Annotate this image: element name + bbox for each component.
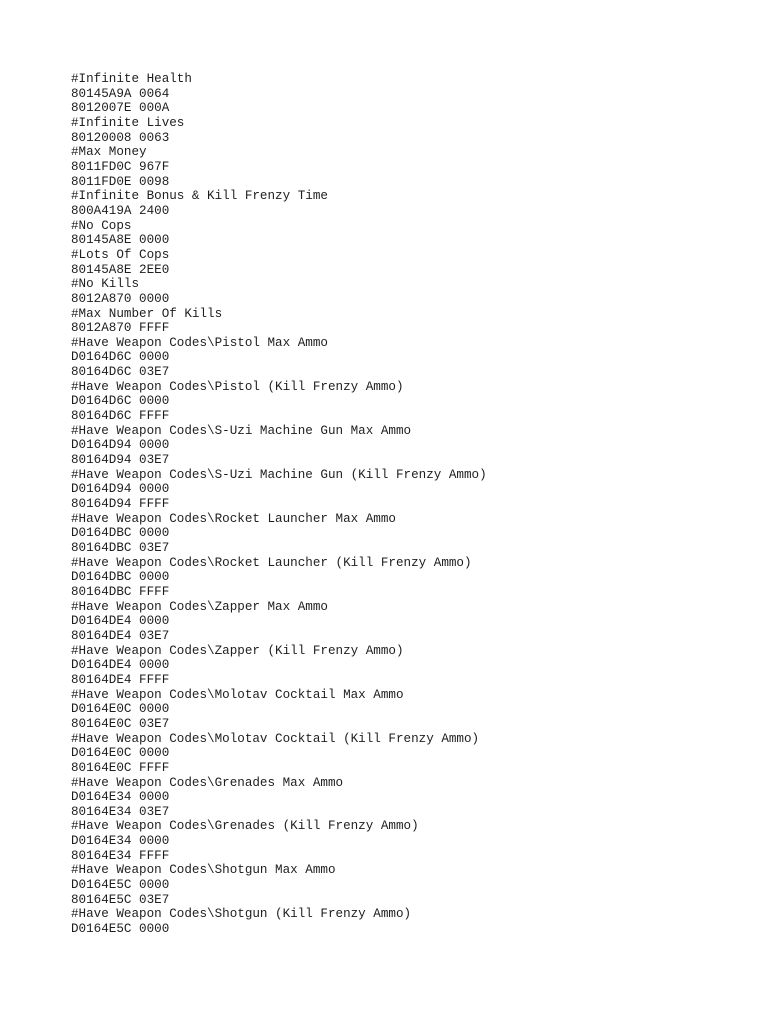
cheat-code-line: D0164E0C 0000 bbox=[71, 702, 170, 717]
cheat-heading-line: #Have Weapon Codes\Pistol (Kill Frenzy Ammo) bbox=[71, 379, 404, 394]
cheat-heading-line: #Infinite Bonus & Kill Frenzy Time bbox=[71, 189, 328, 204]
cheat-code-line: D0164DBC 0000 bbox=[71, 526, 170, 541]
cheat-heading-line: #Have Weapon Codes\Zapper Max Ammo bbox=[71, 599, 328, 614]
cheat-heading-line: #Have Weapon Codes\Grenades Max Ammo bbox=[71, 775, 344, 790]
cheat-heading-line: #No Kills bbox=[71, 277, 140, 292]
cheat-code-line: D0164E34 0000 bbox=[71, 834, 170, 849]
cheat-heading-line: #Have Weapon Codes\Shotgun Max Ammo bbox=[71, 863, 336, 878]
cheat-code-line: D0164DE4 0000 bbox=[71, 614, 170, 629]
cheat-code-line: 80145A8E 2EE0 bbox=[71, 262, 170, 277]
cheat-code-line: 80164DBC 03E7 bbox=[71, 541, 170, 555]
cheat-heading-line: #Have Weapon Codes\Molotav Cocktail Max Ammo bbox=[71, 687, 404, 702]
cheat-code-line: 8012A870 0000 bbox=[71, 291, 170, 306]
cheat-heading-line: #Max Number Of Kills bbox=[71, 306, 223, 321]
cheat-code-line: 80164D6C FFFF bbox=[71, 409, 170, 424]
cheat-heading-line: #Have Weapon Codes\Pistol Max Ammo bbox=[71, 335, 328, 350]
cheat-code-line: 80120008 0063 bbox=[71, 130, 170, 145]
cheat-code-line: D0164D6C 0000 bbox=[71, 394, 170, 409]
cheat-code-line: 8011FD0E 0098 bbox=[71, 174, 170, 189]
cheat-heading-line: #Have Weapon Codes\Shotgun (Kill Frenzy Ammo) bbox=[71, 907, 412, 922]
cheat-code-line: 80145A8E 0000 bbox=[71, 233, 170, 248]
cheat-heading-line: #Have Weapon Codes\Rocket Launcher (Kill Frenzy Ammo) bbox=[71, 555, 472, 570]
cheat-code-line: D0164D6C 0000 bbox=[71, 350, 170, 365]
cheat-code-line: 80164D6C 03E7 bbox=[71, 365, 170, 380]
cheat-code-line: 80164E0C 03E7 bbox=[71, 716, 170, 731]
cheat-heading-line: #Max Money bbox=[71, 145, 147, 160]
cheat-code-line: D0164D94 0000 bbox=[71, 438, 170, 453]
cheat-heading-line: #Infinite Lives bbox=[71, 115, 185, 130]
cheat-heading-line: #Have Weapon Codes\Zapper (Kill Frenzy Ammo) bbox=[71, 643, 404, 658]
cheat-heading-line: #Lots Of Cops bbox=[71, 247, 170, 262]
cheat-heading-line: #No Cops bbox=[71, 218, 132, 233]
cheat-code-line: D0164E0C 0000 bbox=[71, 746, 170, 761]
cheat-code-line: 80164E5C 03E7 bbox=[71, 892, 170, 907]
cheat-heading-line: #Have Weapon Codes\S-Uzi Machine Gun Max Ammo bbox=[71, 423, 412, 438]
document-page bbox=[71, 72, 487, 937]
cheat-code-line: D0164E5C 0000 bbox=[71, 922, 170, 937]
cheat-code-line: D0164E34 0000 bbox=[71, 790, 170, 805]
cheat-heading-line: #Infinite Health bbox=[71, 72, 192, 86]
cheat-code-line: 80164D94 FFFF bbox=[71, 497, 170, 512]
cheat-code-line: 800A419A 2400 bbox=[71, 203, 170, 218]
cheat-code-line: D0164D94 0000 bbox=[71, 482, 170, 497]
cheat-code-line: D0164E5C 0000 bbox=[71, 878, 170, 893]
cheat-code-line: 80164E0C FFFF bbox=[71, 760, 170, 775]
cheat-code-line: 8012A870 FFFF bbox=[71, 321, 170, 336]
cheat-heading-line: #Have Weapon Codes\Grenades (Kill Frenzy Ammo) bbox=[71, 819, 419, 834]
cheat-heading-line: #Have Weapon Codes\S-Uzi Machine Gun (Kill Frenzy Ammo) bbox=[71, 467, 487, 482]
cheat-code-line: 80164DE4 FFFF bbox=[71, 672, 170, 687]
cheat-code-line: D0164DE4 0000 bbox=[71, 658, 170, 673]
cheat-heading-line: #Have Weapon Codes\Rocket Launcher Max Ammo bbox=[71, 511, 396, 526]
cheat-code-line: 8011FD0C 967F bbox=[71, 159, 170, 174]
cheat-code-line: 80164D94 03E7 bbox=[71, 453, 170, 468]
cheat-code-line: 80164E34 FFFF bbox=[71, 848, 170, 863]
cheat-code-line: 80145A9A 0064 bbox=[71, 86, 170, 101]
cheat-code-line: 80164E34 03E7 bbox=[71, 804, 170, 819]
cheat-code-line: 80164DBC FFFF bbox=[71, 584, 170, 599]
cheat-code-line: 8012007E 000A bbox=[71, 101, 170, 116]
cheat-heading-line: #Have Weapon Codes\Molotav Cocktail (Kill Frenzy Ammo) bbox=[71, 731, 480, 746]
cheat-code-line: D0164DBC 0000 bbox=[71, 570, 170, 585]
cheat-code-line: 80164DE4 03E7 bbox=[71, 628, 170, 643]
